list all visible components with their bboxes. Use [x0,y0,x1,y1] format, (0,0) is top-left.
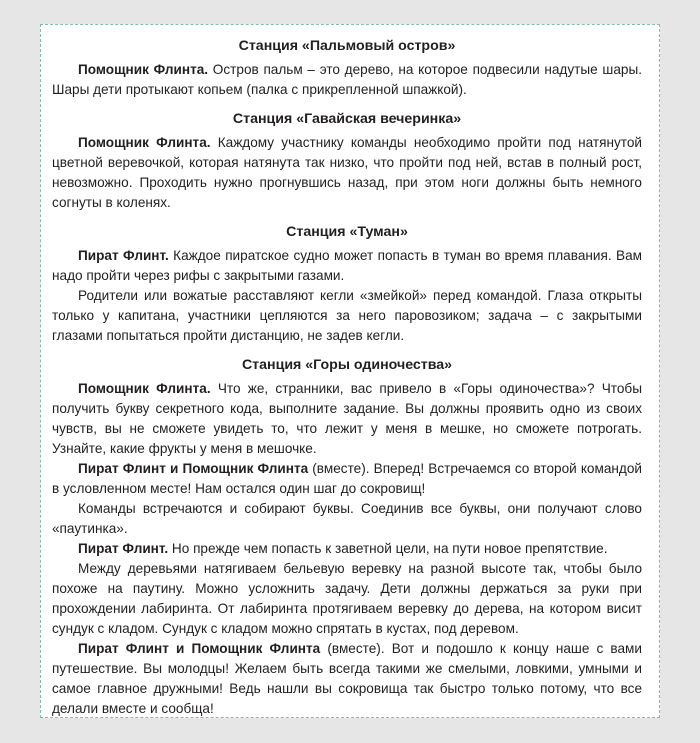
speaker-label: Помощник Флинта. [78,381,211,396]
paragraph [52,639,642,719]
paragraph-text: Но прежде чем попасть к заветной цели, на пути новое препятствие. [168,541,608,556]
paragraph [52,559,642,639]
document-body [52,30,642,719]
paragraph [52,60,642,100]
speaker-label: Пират Флинт. [78,248,169,263]
paragraph [52,286,642,346]
paragraph-text: Остров пальм – это дерево, на которое подвесили надутые шары. Шары дети протыкают копьем (палка с прикрепленной шпажкой). [52,62,643,97]
paragraph [52,459,642,499]
speaker-label: Пират Флинт и Помощник Флинта [78,641,321,656]
paragraph [52,246,642,286]
paragraph-text: Каждое пиратское судно может попасть в туман во время плавания. Вам надо пройти через рифы с закрытыми газами. [52,248,642,283]
paragraph-text: Что же, странники, вас привело в «Горы одиночества»? Чтобы получить букву секретного кода, выполните задание. Вы должны проявить одно из своих чувств, вы не сможете увидеть то, что лежит у меня в мешке, но сможете потрогать. Узнайте, какие фрукты у меня в мешочке. [52,381,642,456]
speaker-label: Помощник Флинта. [78,62,209,77]
paragraph-text: (вместе). Вот и подошло к концу наше с вами путешествие. Вы молодцы! Желаем быть всегда такими же смелыми, ловкими, умными и самое главное дружными! Ведь нашли вы сокровища так быстро только потому, что все делали вместе и сообща! [52,641,642,716]
speaker-label: Помощник Флинта. [78,135,211,150]
section-title: Станция «Пальмовый остров» [238,38,456,54]
paragraph [52,133,642,213]
speaker-label: Пират Флинт и Помощник Флинта [78,461,309,476]
paragraph-text: Родители или вожатые расставляют кегли «змейкой» перед командой. Глаза открыты только у капитана, участники цепляются за него паровозиком; задача – с закрытыми глазами попытаться пройти дистанцию, не задев кегли. [52,288,642,343]
section-title: Станция «Туман» [286,224,408,240]
paragraph-text: Команды встречаются и собирают буквы. Соединив все буквы, они получают слово «паутинка». [52,501,642,536]
section-title: Станция «Горы одиночества» [241,357,453,373]
paragraph-text: Каждому участнику команды необходимо пройти под натянутой цветной веревочкой, которая натянута так низко, что пройти под ней, встав в полный рост, невозможно. Проходить нужно прогнувшись назад, при этом ноги должны быть немного согнуты в коленях. [52,135,643,210]
speaker-label: Пират Флинт. [78,541,169,556]
paragraph [52,499,642,539]
section-title: Станция «Гавайская вечеринка» [232,111,462,127]
paragraph [52,539,642,559]
paragraph-text: Между деревьями натягиваем бельевую веревку на разной высоте так, чтобы было похоже на паутину. Можно усложнить задачу. Дети должны держаться за руки при прохождении лабиринта. От лабиринта протягиваем веревку до дерева, на котором висит сундук с кладом. Сундук с кладом можно спрятать в кустах, под деревом. [52,561,642,636]
paragraph [52,379,642,459]
paragraph-text: (вместе). Вперед! Встречаемся со второй командой в условленном месте! Нам остался один шаг до сокровищ! [52,461,642,496]
